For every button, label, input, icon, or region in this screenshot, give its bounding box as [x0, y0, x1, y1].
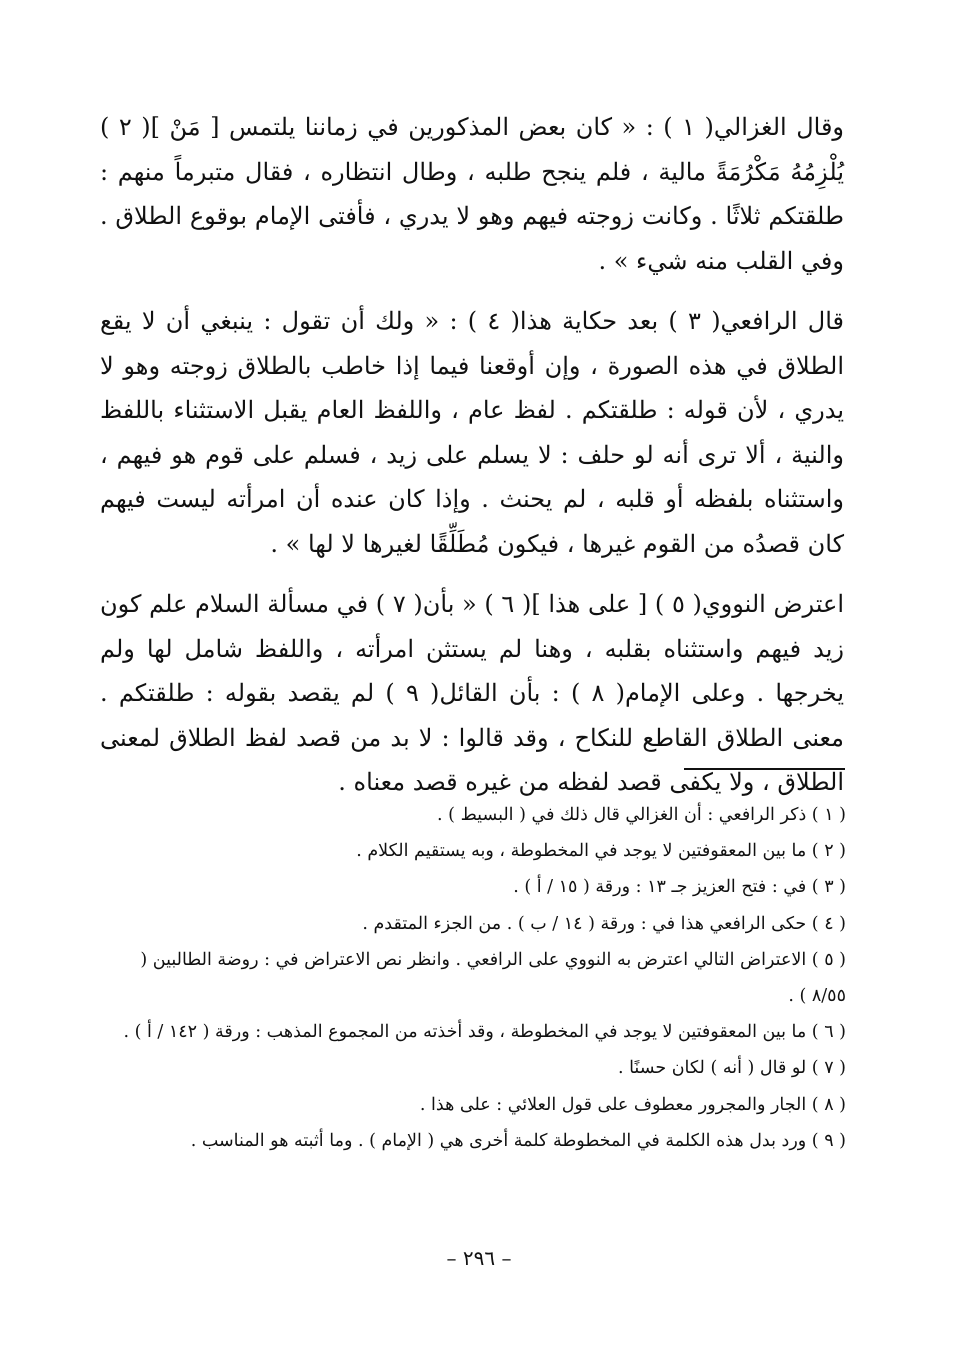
footnote-3: ( ٣ ) في : فتح العزيز جـ ١٣ : ورقة ( ١٥ / أ ) . [513, 877, 846, 898]
footnote-1: ( ١ ) ذكر الرافعي : أن الغزالي قال ذلك في ( البسيط ) . [437, 805, 846, 825]
footnote-2: ( ٢ ) ما بين المعقوفتين لا يوجد في المخطوطة ، وبه يستقيم الكلام . [356, 841, 846, 862]
footnote-5: ( ٥ ) الاعتراض التالي اعترض به النووي على الرافعي . وانظر نص الاعتراض في : روضة الطالبين ( ٨/٥٥ ) . [140, 949, 846, 1007]
paragraph-rafii: قال الرافعي( ٣ ) بعد حكاية هذا( ٤ ) : « ولك أن تقول : ينبغي أن لا يقع الطلاق في هذه الصورة ، وإن أوقعنا فيما إذا خاطب بالطلاق زوجته وهو لا يدري ، لأن قوله : طلقتكم . لفظ عام ، واللفظ العام يقبل الاستثناء باللفظ والنية ، ألا ترى أنه لو حلف : لا يسلم على زيد ، فسلم على قوم هو فيهم ، واستثناه بلفظه أو قلبه ، لم يحنث . وإذا كان عنده أن امرأته ليست فيهم كان قصدُه من القوم غيرها ، فيكون مُطَلِّقًا لغيرها لا لها » . [100, 307, 844, 558]
footnote-9: ( ٩ ) ورد بدل هذه الكلمة في المخطوطة كلمة أخرى هي ( الإمام ) . وما أثبته هو المناسب . [190, 1130, 846, 1151]
page-number: – ٢٩٦ – [446, 1246, 512, 1270]
footnote-6: ( ٦ ) ما بين المعقوفتين لا يوجد في المخطوطة ، وقد أخذته من المجموع المذهب : ورقة ( ١٤٢ / أ ) . [123, 1022, 846, 1043]
paragraph-nawawi: اعترض النووي( ٥ ) [ على هذا ]( ٦ ) « بأن( ٧ ) في مسألة السلام علم كون زيد فيهم واستثناه بقلبه ، وهنا لم يستثن امرأته ، واللفظ شامل لها ولم يخرجها . وعلى الإمام( ٨ ) : بأن القائل( ٩ ) لم يقصد بقوله : طلقتكم . معنى الطلاق القاطع للنكاح ، وقد قالوا : لا بد من قصد لفظ الطلاق لمعنى الطلاق ، ولا يكفى قصد لفظه من غيره قصد معناه . [100, 590, 845, 796]
footnote-separator [684, 768, 845, 770]
main-text [100, 105, 844, 821]
footnote-4: ( ٤ ) حكى الرافعي هذا في : ورقة ( ١٤ / ب ) . من الجزء المتقدم . [362, 913, 846, 934]
footnote-7: ( ٧ ) لو قال ( أنه ) لكان حسنًا . [617, 1058, 846, 1079]
paragraph-ghazali: وقال الغزالي( ١ ) : « كان بعض المذكورين في زماننا يلتمس [ مَنْ ]( ٢ ) يُلْزِمُهُ مَكْرُمَةً مالية ، فلم ينجح طلبه ، وطال انتظاره ، فقال متبرماً منهم : طلقتكم ثلاثًا . وكانت زوجته فيهم وهو لا يدري ، فأفتى الإمام بوقوع الطلاق . وفي القلب منه شيء » . [100, 113, 845, 275]
footnotes [110, 797, 846, 1159]
footnote-8: ( ٨ ) الجار والمجرور معطوف على قول العلائي : على هذا . [419, 1094, 846, 1115]
